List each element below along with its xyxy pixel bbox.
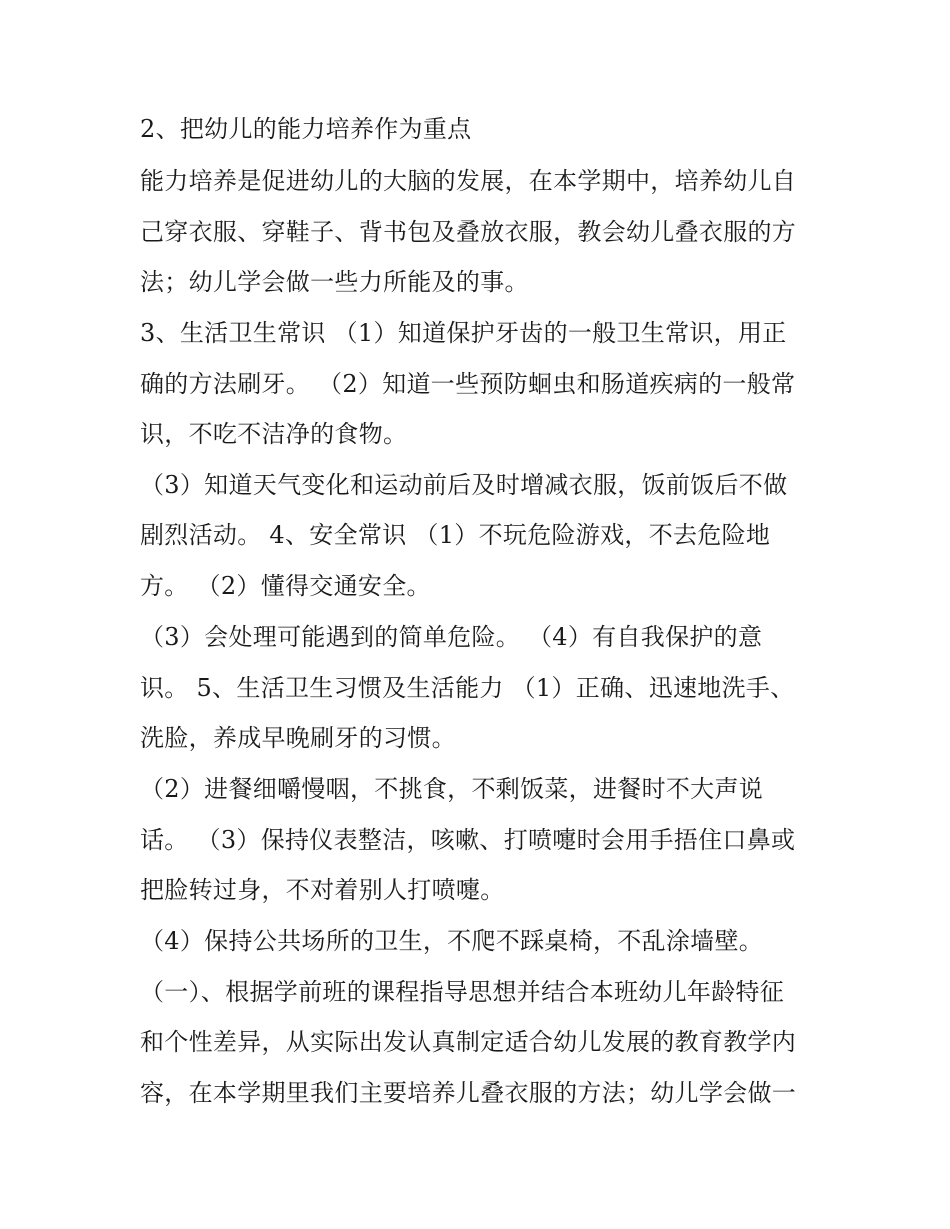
text-line: 己穿衣服、穿鞋子、背书包及叠放衣服，教会幼儿叠衣服的方 (140, 218, 797, 246)
text-line: （4）保持公共场所的卫生，不爬不踩桌椅，不乱涂墙壁。 (140, 927, 764, 955)
text-line: 洗脸，养成早晚刷牙的习惯。 (140, 724, 456, 752)
text-line: 容，在本学期里我们主要培养儿叠衣服的方法；幼儿学会做一 (140, 1079, 797, 1107)
text-line: 3、生活卫生常识 （1）知道保护牙齿的一般卫生常识，用正 (140, 319, 787, 347)
text-line: 和个性差异，从实际出发认真制定适合幼儿发展的教育教学内 (140, 1028, 797, 1056)
text-line: 方。 （2）懂得交通安全。 (140, 572, 431, 600)
text-line: 确的方法刷牙。 （2）知道一些预防蛔虫和肠道疾病的一般常 (140, 370, 796, 398)
text-line: 剧烈活动。 4、安全常识 （1）不玩危险游戏，不去危险地 (140, 521, 771, 549)
text-line: （3）会处理可能遇到的简单危险。 （4）有自我保护的意 (140, 623, 763, 651)
text-line: （3）知道天气变化和运动前后及时增减衣服，饭前饭后不做 (140, 471, 788, 499)
text-line: 话。 （3）保持仪表整洁，咳嗽、打喷嚏时会用手捂住口鼻或 (140, 826, 796, 854)
text-line: 能力培养是促进幼儿的大脑的发展，在本学期中，培养幼儿自 (140, 167, 797, 195)
text-line: 法；幼儿学会做一些力所能及的事。 (140, 268, 529, 296)
text-line: （2）进餐细嚼慢咽，不挑食，不剩饭菜，进餐时不大声说 (140, 775, 764, 803)
text-line: 2、把幼儿的能力培养作为重点 (140, 115, 472, 143)
text-line: 识，不吃不洁净的食物。 (140, 420, 408, 448)
text-line: （一）、根据学前班的课程指导思想并结合本班幼儿年龄特征 (140, 978, 785, 1006)
text-line: 把脸转过身，不对着别人打喷嚏。 (140, 876, 505, 904)
text-line: 识。 5、生活卫生习惯及生活能力 （1）正确、迅速地洗手、 (140, 674, 795, 702)
